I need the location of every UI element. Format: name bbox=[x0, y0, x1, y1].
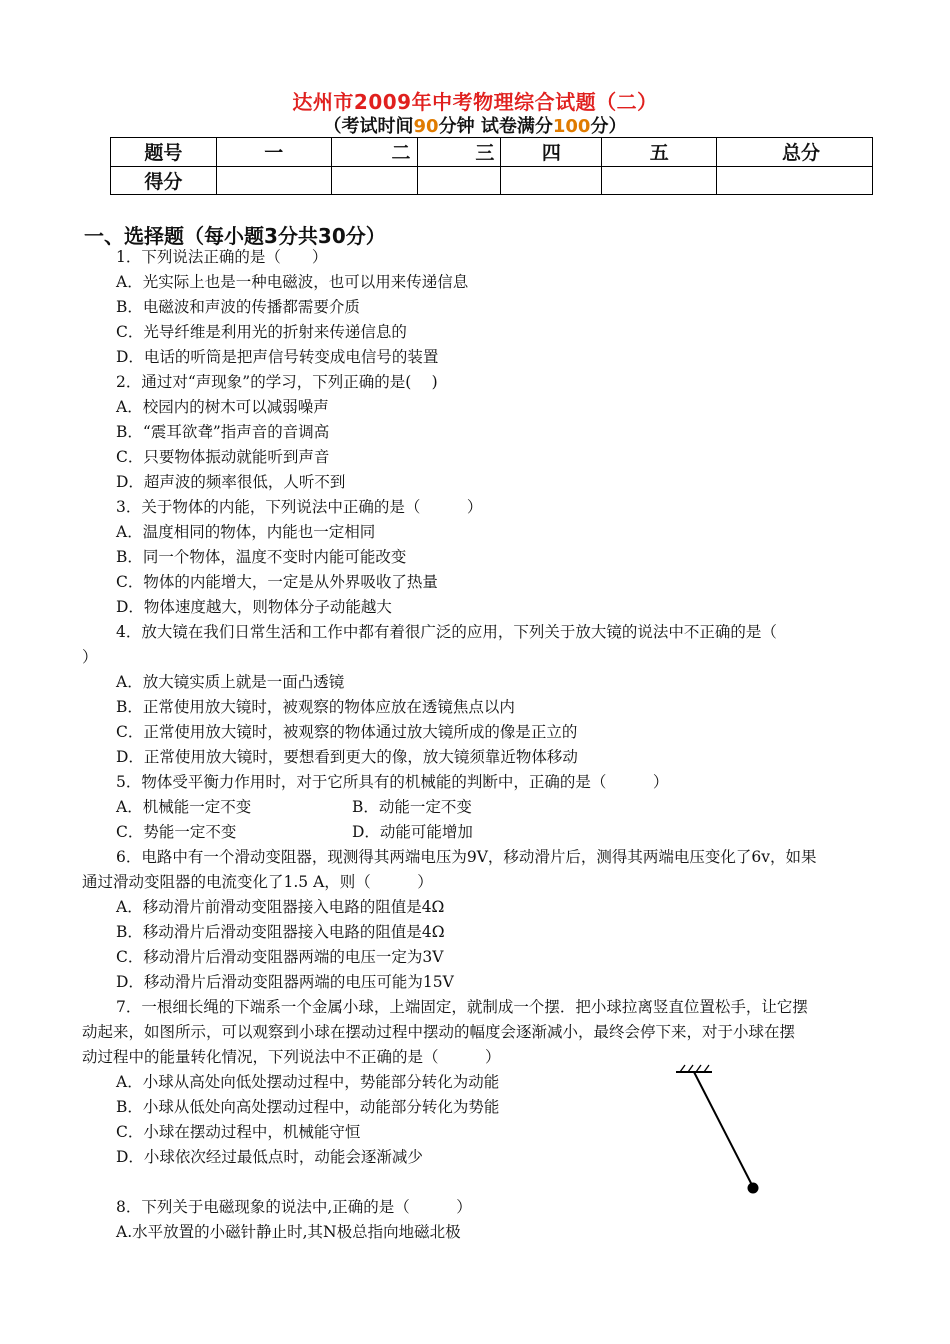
question-1: 1．下列说法正确的是（ ） bbox=[116, 248, 328, 266]
option: A.水平放置的小磁针静止时,其N极总指向地磁北极 bbox=[116, 1223, 461, 1241]
header-cell-3: 三 bbox=[417, 138, 501, 167]
option: D．动能可能增加 bbox=[352, 823, 473, 841]
option: A．温度相同的物体，内能也一定相同 bbox=[116, 523, 376, 541]
option: A．移动滑片前滑动变阻器接入电路的阻值是4Ω bbox=[116, 898, 445, 916]
question-6-continued: 通过滑动变阻器的电流变化了1.5 A，则（ ） bbox=[82, 873, 433, 891]
option: D．移动滑片后滑动变阻器两端的电压可能为15V bbox=[116, 973, 454, 991]
pendulum-figure bbox=[660, 1060, 790, 1200]
question-7: 7．一根细长绳的下端系一个金属小球，上端固定，就制成一个摆．把小球拉离竖直位置松手，让它摆 bbox=[116, 998, 808, 1016]
exam-title: 达州市2009年中考物理综合试题（二） bbox=[292, 90, 658, 114]
score-table-header-row bbox=[111, 138, 873, 167]
question-7-continued: 动起来，如图所示，可以观察到小球在摆动过程中摆动的幅度会逐渐减小，最终会停下来，对于小球在摆 bbox=[82, 1023, 796, 1041]
option: D．小球依次经过最低点时，动能会逐渐减少 bbox=[116, 1148, 423, 1166]
subtitle-prefix: （考试时间 bbox=[323, 116, 414, 137]
score-table-score-row bbox=[111, 166, 873, 195]
header-cell-question-no: 题号 bbox=[111, 138, 217, 167]
question-4-continued: ） bbox=[82, 648, 98, 666]
header-cell-2: 二 bbox=[331, 138, 417, 167]
score-cell bbox=[216, 166, 331, 195]
subtitle-suffix: 分） bbox=[590, 116, 627, 137]
option: C．只要物体振动就能听到声音 bbox=[116, 448, 330, 466]
exam-subtitle bbox=[0, 112, 950, 138]
option: D．正常使用放大镜时，要想看到更大的像，放大镜须靠近物体移动 bbox=[116, 748, 578, 766]
option: A．放大镜实质上就是一面凸透镜 bbox=[116, 673, 345, 691]
option: D．电话的听筒是把声信号转变成电信号的装置 bbox=[116, 348, 439, 366]
support-hatching bbox=[680, 1065, 709, 1072]
score-table bbox=[110, 137, 873, 195]
exam-time: 90 bbox=[413, 116, 439, 137]
section-heading: 一、选择题（每小题3分共30分） bbox=[84, 224, 386, 248]
pendulum-string bbox=[694, 1072, 753, 1187]
score-cell bbox=[331, 166, 417, 195]
total-score: 100 bbox=[552, 116, 591, 137]
option: B．移动滑片后滑动变阻器接入电路的阻值是4Ω bbox=[116, 923, 445, 941]
question-6: 6．电路中有一个滑动变阻器，现测得其两端电压为9V，移动滑片后，测得其两端电压变化了6v，如果 bbox=[116, 848, 817, 866]
option: A．机械能一定不变 bbox=[116, 798, 252, 816]
option: A．小球从高处向低处摆动过程中，势能部分转化为动能 bbox=[116, 1073, 500, 1091]
header-cell-4: 四 bbox=[501, 138, 602, 167]
header-cell-1: 一 bbox=[216, 138, 331, 167]
option: C．小球在摆动过程中，机械能守恒 bbox=[116, 1123, 361, 1141]
row-label-score: 得分 bbox=[111, 166, 217, 195]
subtitle-middle: 分钟 试卷满分 bbox=[438, 116, 553, 137]
option: B．动能一定不变 bbox=[352, 798, 472, 816]
pendulum-ball bbox=[748, 1183, 759, 1194]
score-cell bbox=[717, 166, 873, 195]
option: B．同一个物体，温度不变时内能可能改变 bbox=[116, 548, 407, 566]
option: C．移动滑片后滑动变阻器两端的电压一定为3V bbox=[116, 948, 444, 966]
score-cell bbox=[602, 166, 717, 195]
question-5: 5．物体受平衡力作用时，对于它所具有的机械能的判断中，正确的是（ ） bbox=[116, 773, 669, 791]
option: B．电磁波和声波的传播都需要介质 bbox=[116, 298, 360, 316]
header-cell-total: 总分 bbox=[717, 138, 873, 167]
option: B．“震耳欲聋”指声音的音调高 bbox=[116, 423, 330, 441]
option: A．校园内的树木可以减弱噪声 bbox=[116, 398, 329, 416]
option: A．光实际上也是一种电磁波，也可以用来传递信息 bbox=[116, 273, 469, 291]
option: B．小球从低处向高处摆动过程中，动能部分转化为势能 bbox=[116, 1098, 500, 1116]
question-4: 4．放大镜在我们日常生活和工作中都有着很广泛的应用，下列关于放大镜的说法中不正确的是（ bbox=[116, 623, 777, 641]
option: B．正常使用放大镜时，被观察的物体应放在透镜焦点以内 bbox=[116, 698, 515, 716]
question-7-continued: 动过程中的能量转化情况，下列说法中不正确的是（ ） bbox=[82, 1048, 501, 1066]
option: D．超声波的频率很低，人听不到 bbox=[116, 473, 346, 491]
option: C．正常使用放大镜时，被观察的物体通过放大镜所成的像是正立的 bbox=[116, 723, 578, 741]
header-cell-5: 五 bbox=[602, 138, 717, 167]
score-cell bbox=[417, 166, 501, 195]
question-8: 8．下列关于电磁现象的说法中,正确的是（ ） bbox=[116, 1198, 472, 1216]
option: C．势能一定不变 bbox=[116, 823, 237, 841]
option: C．物体的内能增大，一定是从外界吸收了热量 bbox=[116, 573, 438, 591]
question-3: 3．关于物体的内能，下列说法中正确的是（ ） bbox=[116, 498, 483, 516]
option: C．光导纤维是利用光的折射来传递信息的 bbox=[116, 323, 407, 341]
score-cell bbox=[501, 166, 602, 195]
option: D．物体速度越大，则物体分子动能越大 bbox=[116, 598, 392, 616]
question-2: 2．通过对“声现象”的学习，下列正确的是( ) bbox=[116, 373, 438, 391]
